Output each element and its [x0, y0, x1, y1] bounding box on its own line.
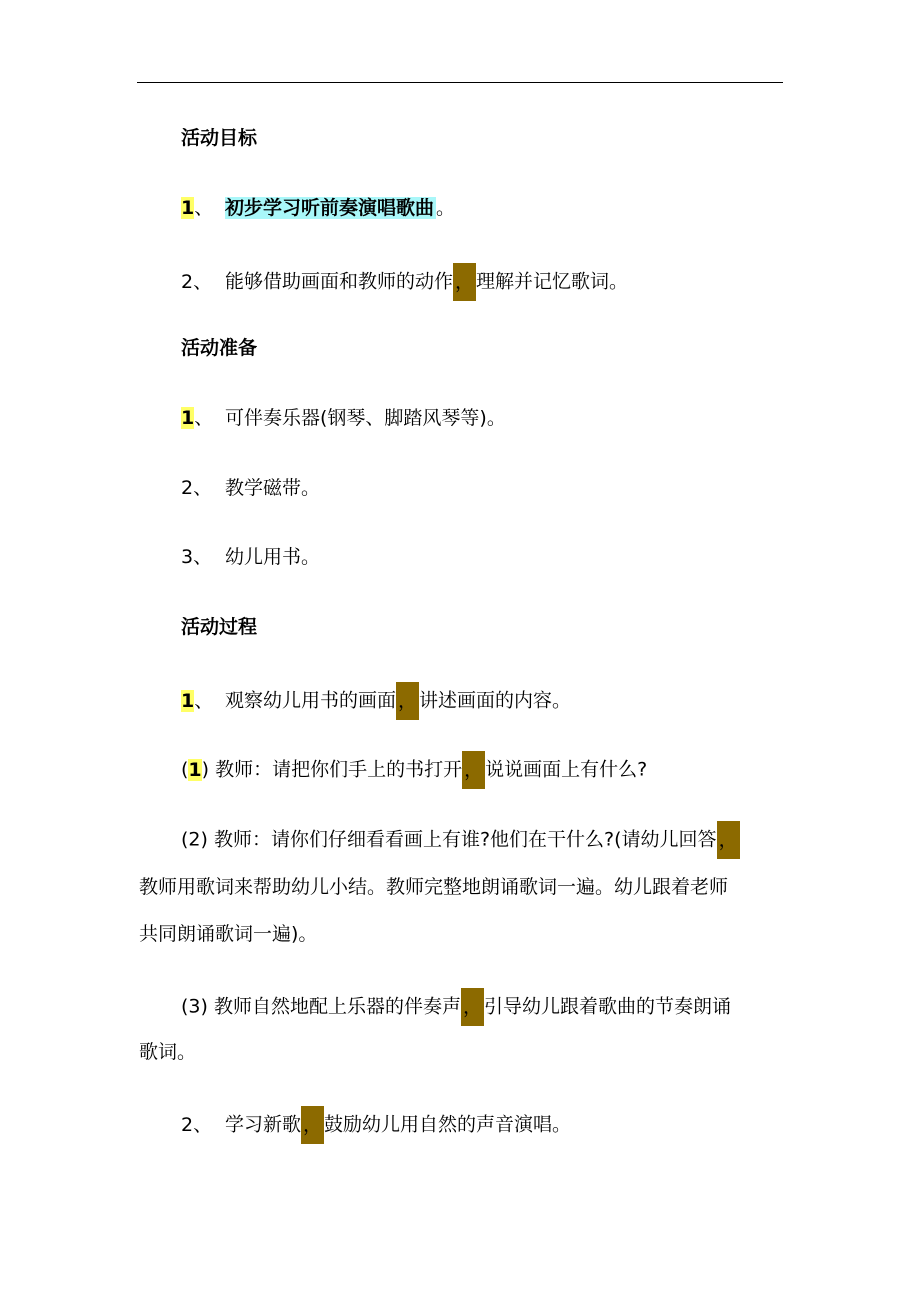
process-subitem-1: [181, 751, 647, 789]
section-heading-goals: 活动目标: [181, 127, 258, 149]
header-rule: [137, 82, 783, 83]
item-text-rest: 说说画面上有什么?: [485, 758, 648, 781]
process-subitem-2: [181, 821, 740, 859]
item-label: (2): [181, 828, 208, 851]
goal-item-2: [181, 263, 628, 301]
item-separator: 、: [194, 689, 214, 712]
section-heading-preparation: 活动准备: [181, 337, 258, 359]
process-subitem-3-line2: 歌词。: [139, 1041, 197, 1063]
item-number: 1: [181, 197, 195, 219]
comma-mark: ，: [462, 751, 485, 789]
item-text: 能够借助画面和教师的动作: [225, 270, 454, 293]
comma-mark: ，: [301, 1106, 324, 1144]
item-separator: 、: [193, 270, 213, 293]
item-separator: 、: [193, 1113, 213, 1136]
item-text: 幼儿用书。: [225, 546, 321, 568]
item-separator: 、: [194, 407, 214, 429]
process-subitem-3: [181, 988, 731, 1026]
comma-mark: ，: [461, 988, 484, 1026]
item-text: 教师：请把你们手上的书打开: [215, 758, 463, 781]
item-text-rest: 理解并记忆歌词。: [476, 270, 629, 293]
item-tail: 。: [436, 197, 456, 219]
item-number: 1: [188, 758, 202, 781]
process-item-2: [181, 1106, 571, 1144]
item-number: 1: [181, 407, 195, 429]
item-text-rest: 鼓励幼儿用自然的声音演唱。: [324, 1113, 572, 1136]
comma-mark: ，: [453, 263, 476, 301]
item-text: 学习新歌: [225, 1113, 302, 1136]
prep-item-2: [181, 473, 320, 503]
item-label: (3): [181, 995, 208, 1018]
goal-item-1: [181, 193, 455, 223]
item-separator: 、: [193, 546, 213, 568]
item-text: 可伴奏乐器(钢琴、脚踏风琴等)。: [225, 407, 506, 429]
item-text: 观察幼儿用书的画面: [225, 689, 397, 712]
process-subitem-2-line2: 教师用歌词来帮助幼儿小结。教师完整地朗诵歌词一遍。幼儿跟着老师: [139, 876, 729, 898]
item-separator: 、: [193, 477, 213, 499]
item-text-highlighted: 初步学习听前奏演唱歌曲: [225, 197, 435, 219]
paren-open: (: [181, 758, 189, 781]
comma-mark: ，: [396, 682, 419, 720]
process-item-1: [181, 682, 571, 720]
prep-item-1: [181, 403, 506, 433]
item-text: 教师：请你们仔细看看画上有谁?他们在干什么?(请幼儿回答: [213, 828, 717, 851]
item-text: 教学磁带。: [225, 477, 321, 499]
item-text-rest: 引导幼儿跟着歌曲的节奏朗诵: [484, 995, 732, 1018]
item-number: 2: [181, 270, 194, 293]
item-number: 2: [181, 477, 194, 499]
item-number: 2: [181, 1113, 194, 1136]
comma-mark: ，: [717, 821, 740, 859]
item-number: 3: [181, 546, 194, 568]
process-subitem-2-line3: 共同朗诵歌词一遍)。: [139, 923, 318, 945]
prep-item-3: [181, 542, 320, 572]
paren-close: ): [201, 758, 210, 781]
item-text-rest: 讲述画面的内容。: [419, 689, 572, 712]
item-number: 1: [181, 689, 195, 712]
item-separator: 、: [194, 197, 214, 219]
section-heading-process: 活动过程: [181, 616, 258, 638]
item-text: 教师自然地配上乐器的伴奏声: [213, 995, 461, 1018]
